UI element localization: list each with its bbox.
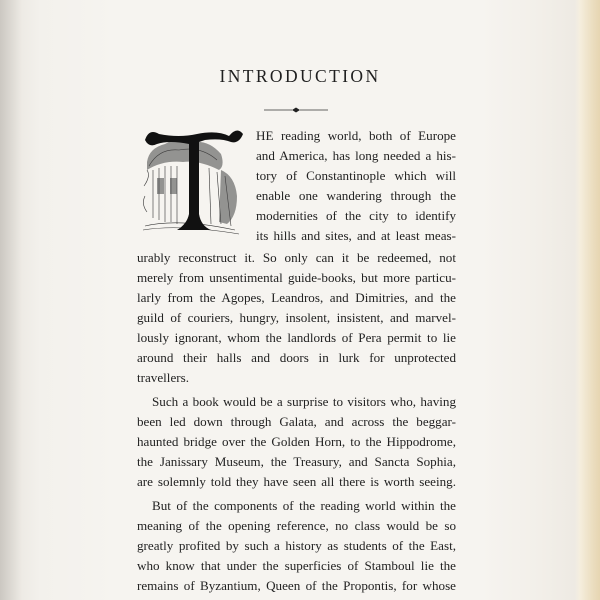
- text-line: merely from unsentimental guide-books, but more particu-: [137, 270, 456, 285]
- text-line: the Janissary Museum, the Treasury, and Sancta Sophia,: [137, 454, 456, 469]
- text-line: and America, has long needed a his-: [256, 148, 456, 163]
- text-line: remains of Byzantium, Queen of the Propontis, for whose: [137, 578, 456, 593]
- text-line: who know that under the superficies of Stamboul lie the: [137, 558, 456, 573]
- text-line: modernities of the city to identify: [256, 208, 456, 223]
- chapter-title: INTRODUCTION: [219, 66, 381, 86]
- text-line: meaning of the opening reference, no class would be so: [137, 518, 456, 533]
- text-line: are solemnly told they have seen all there is worth seeing.: [137, 474, 456, 489]
- text-line: Such a book would be a surprise to visitors who, having: [152, 394, 456, 409]
- drop-cap-illustration: [139, 126, 245, 236]
- text-line: urably reconstruct it. So only can it be redeemed, not: [137, 250, 456, 265]
- text-line: But of the components of the reading world within the: [152, 498, 456, 513]
- text-line: HE reading world, both of Europe: [256, 128, 456, 143]
- text-line: tory of Constantinople which will: [256, 168, 456, 183]
- text-line: haunted bridge over the Golden Horn, to the Hippodrome,: [137, 434, 456, 449]
- ornament-divider: [264, 105, 328, 115]
- text-line: greatly profited by such a history as students of the East,: [137, 538, 456, 553]
- text-line: enable one wandering through the: [256, 188, 456, 203]
- text-line: been led down through Galata, and across the beggar-: [137, 414, 456, 429]
- text-line: around their halls and doors in lurk for unprotected: [137, 350, 456, 365]
- text-line: guild of couriers, hungry, insolent, insistent, and marvel-: [137, 310, 456, 325]
- text-line: larly from the Agopes, Leandros, and Dimitries, and the: [137, 290, 456, 305]
- text-line: its hills and sites, and at least meas-: [256, 228, 456, 243]
- text-line: lously ignorant, whom the landlords of Pera permit to lie: [137, 330, 456, 345]
- text-line: travellers.: [137, 370, 189, 385]
- page-gutter-shadow: [0, 0, 22, 600]
- page-edge: [576, 0, 600, 600]
